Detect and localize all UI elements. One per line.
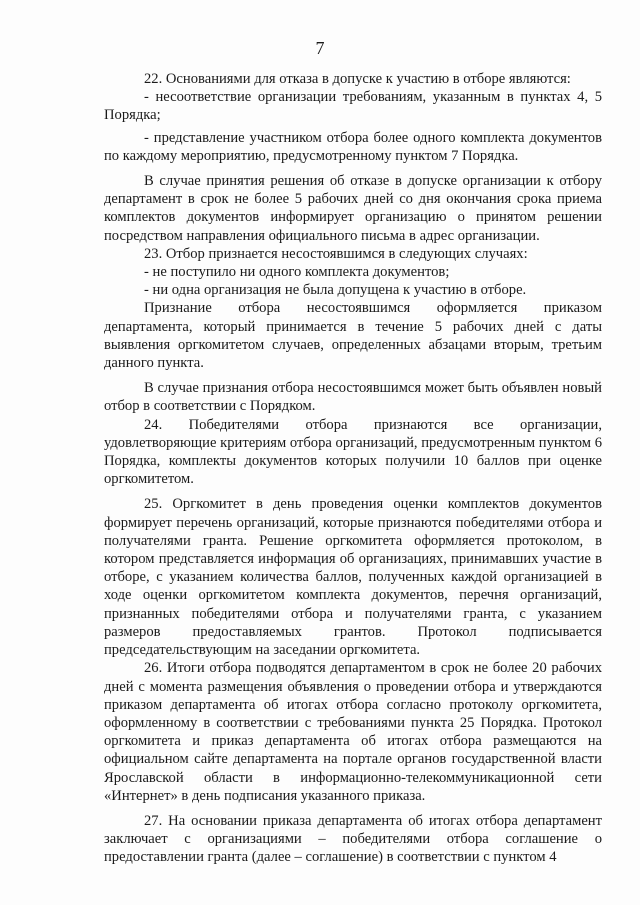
- paragraph: Признание отбора несостоявшимся оформляется приказом департамента, который принимается в течение 5 рабочих дней с даты выявления оргкомитетом случаев, определенных абзацами вторым, третьим данного пункта.: [104, 300, 602, 372]
- document-body: [104, 70, 602, 867]
- paragraph: 27. На основании приказа департамента об итогах отбора департамент заключает с организациями – победителями отбора соглашение о предоставлении гранта (далее – соглашение) в соответствии с пунктом 4: [104, 812, 602, 866]
- paragraph: - несоответствие организации требованиям, указанным в пунктах 4, 5 Порядка;: [104, 89, 602, 124]
- paragraph: 25. Оргкомитет в день проведения оценки комплектов документов формирует перечень организаций, которые признаются победителями отбора и получателями гранта. Решение оргкомитета оформляется протоколом, в котором представляется информация об организациях, принимавших участие в отборе, с указанием количества баллов, полученных каждой организацией в ходе оценки оргкомитетом комплекта документов, перечня организаций, признанных победителями отбора и получателями гранта, с указанием размеров предоставляемых грантов. Протокол подписывается председательствующим на заседании оргкомитета.: [104, 496, 602, 659]
- paragraph: В случае признания отбора несостоявшимся может быть объявлен новый отбор в соответствии с Порядком.: [104, 380, 602, 415]
- paragraph: В случае принятия решения об отказе в допуске организации к отбору департамент в срок не более 5 рабочих дней со дня окончания срока приема комплектов документов информирует организацию о принятом решении посредством направления официального письма в адрес организации.: [104, 173, 602, 244]
- paragraph: 22. Основаниями для отказа в допуске к участию в отборе являются:: [144, 71, 571, 87]
- paragraph: 26. Итоги отбора подводятся департаментом в срок не более 20 рабочих дней с момента размещения объявления о проведении отбора и утверждаются приказом департамента об итогах отбора согласно протоколу оргкомитета, оформленному в соответствии с требованиями пункта 25 Порядка. Протокол оргкомитета и приказ департамента об итогах отбора размещаются на официальном сайте департамента на портале органов государственной власти Ярославской области в информационно-телекоммуникационной сети «Интернет» в день подписания указанного приказа.: [104, 660, 602, 804]
- paragraph: - не поступило ни одного комплекта документов;: [144, 264, 450, 281]
- paragraph: - ни одна организация не была допущена к участию в отборе.: [144, 282, 527, 299]
- paragraph: 23. Отбор признается несостоявшимся в следующих случаях:: [144, 245, 528, 262]
- paragraph: - представление участником отбора более одного комплекта документов по каждому мероприятию, предусмотренному пунктом 7 Порядка.: [104, 129, 602, 164]
- page-number: 7: [315, 38, 325, 58]
- paragraph: 24. Победителями отбора признаются все организации, удовлетворяющие критериям отбора организаций, предусмотренным пунктом 6 Порядка, комплекты документов которых получили 10 баллов при оценке оргкомитетом.: [104, 416, 602, 488]
